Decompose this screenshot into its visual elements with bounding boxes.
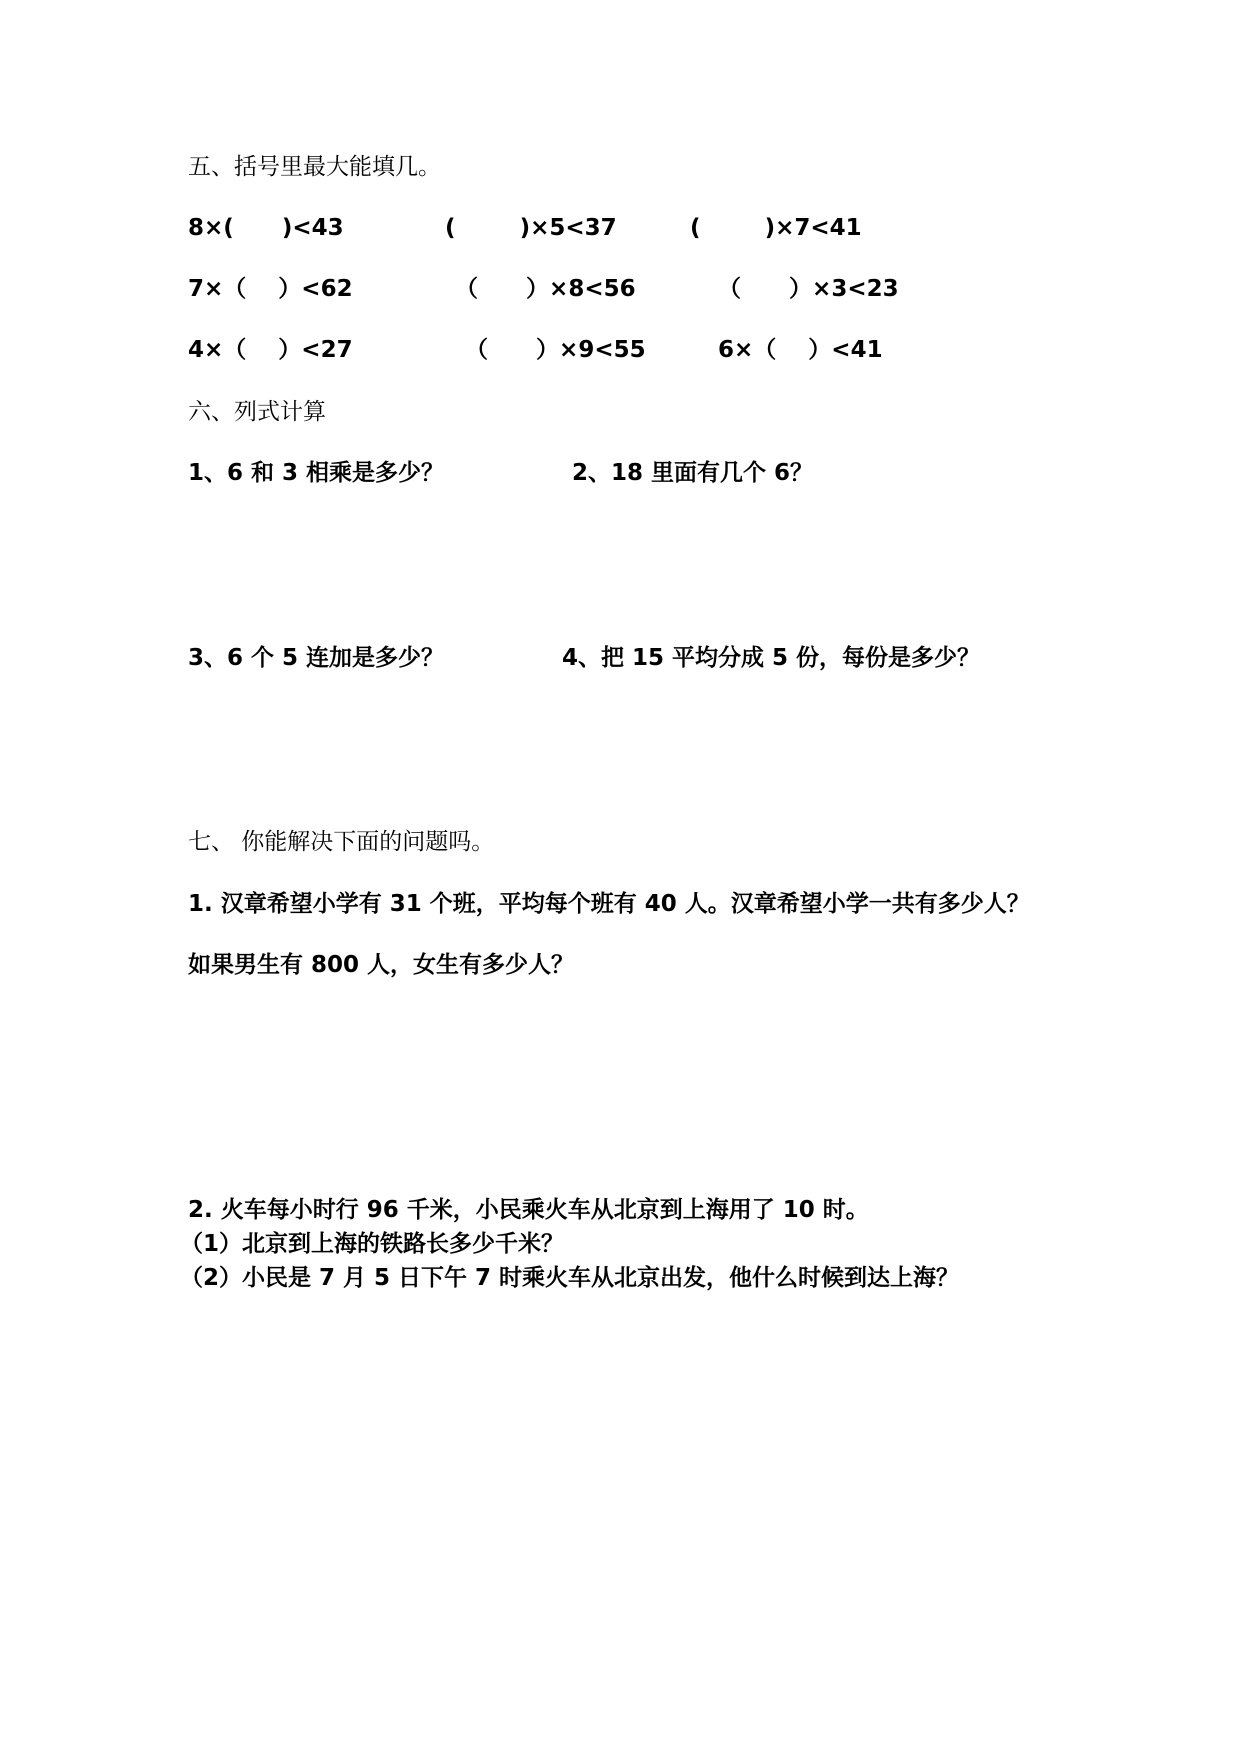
problem-7-2-sub2: （2）小民是 7 月 5 日下午 7 时乘火车从北京出发，他什么时候到达上海？: [180, 1265, 960, 1291]
question-6-3: 3、6 个 5 连加是多少？: [188, 645, 445, 671]
section5-heading: 五、括号里最大能填几。: [188, 154, 441, 180]
problem-7-1-line2: 如果男生有 800 人，女生有多少人？: [188, 952, 575, 978]
problem-7-1-line1: 1. 汉章希望小学有 31 个班，平均每个班有 40 人。汉章希望小学一共有多少人？: [188, 891, 1030, 917]
section7-heading: 七、 你能解决下面的问题吗。: [188, 829, 495, 855]
problem-5-6: （ ）×3<23: [718, 276, 899, 302]
question-6-4: 4、把 15 平均分成 5 份，每份是多少？: [562, 645, 981, 671]
problem-5-7: 4×（ ）<27: [188, 337, 353, 363]
problem-5-5: （ ）×8<56: [455, 276, 636, 302]
problem-5-2: ( )×5<37: [445, 215, 617, 241]
question-6-1: 1、6 和 3 相乘是多少？: [188, 460, 445, 486]
problem-5-3: ( )×7<41: [690, 215, 862, 241]
problem-5-9: 6×（ ）<41: [718, 337, 883, 363]
problem-7-2-line1: 2. 火车每小时行 96 千米，小民乘火车从北京到上海用了 10 时。: [188, 1197, 869, 1223]
question-6-2: 2、18 里面有几个 6？: [572, 460, 814, 486]
section6-heading: 六、列式计算: [188, 399, 326, 425]
problem-5-1: 8×( )<43: [188, 215, 344, 241]
problem-7-2-sub1: （1）北京到上海的铁路长多少千米？: [180, 1231, 565, 1257]
problem-5-8: （ ）×9<55: [465, 337, 646, 363]
problem-5-4: 7×（ ）<62: [188, 276, 353, 302]
